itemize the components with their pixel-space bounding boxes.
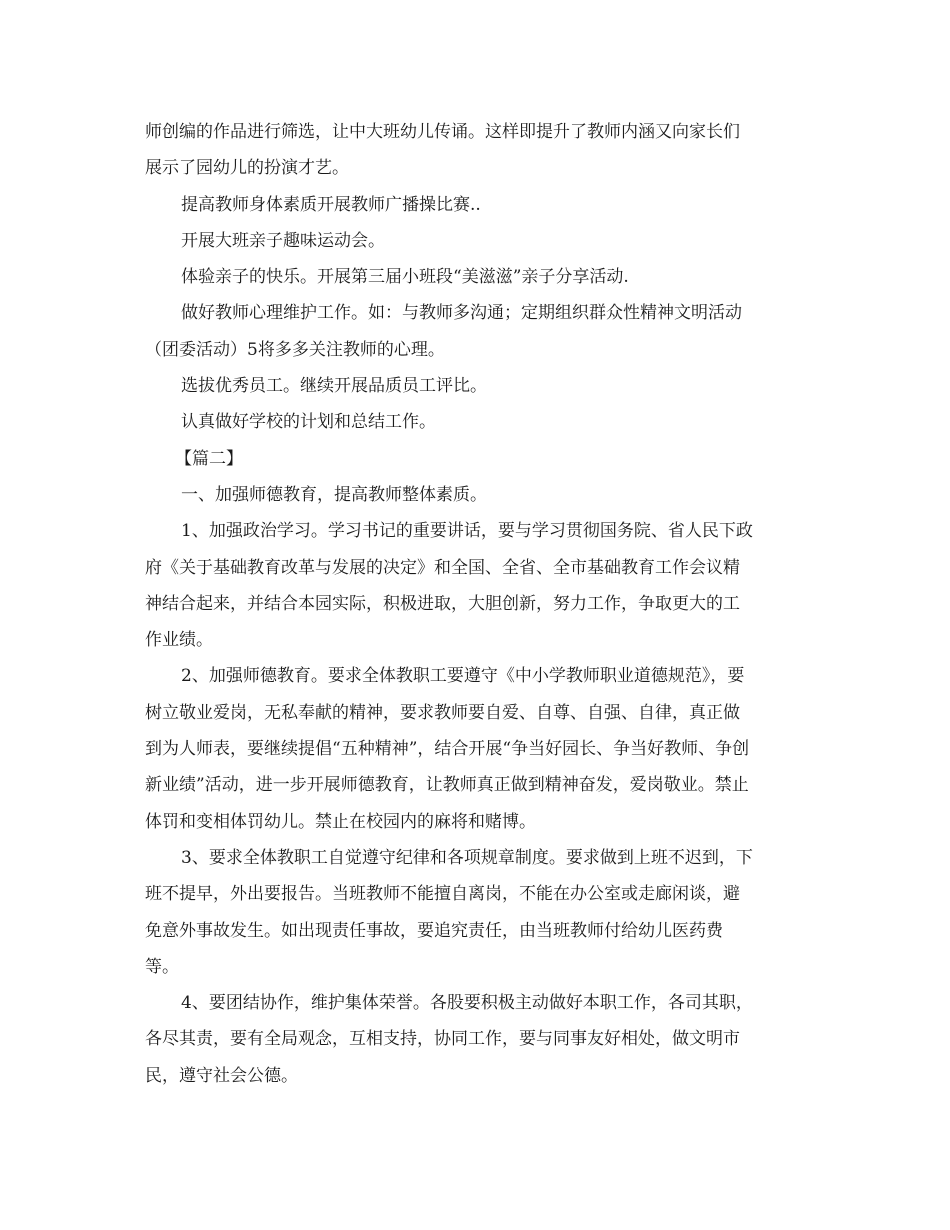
text-line: 体验亲子的快乐。开展第三届小班段“美滋滋”亲子分享活动. bbox=[181, 267, 629, 288]
section-subheading: 一、加强师德教育，提高教师整体素质。 bbox=[181, 484, 487, 505]
text-line: 神结合起来，并结合本园实际，积极进取，大胆创新，努力工作，争取更大的工 bbox=[145, 593, 740, 614]
text-line: 4、要团结协作，维护集体荣誉。各股要积极主动做好本职工作，各司其职， bbox=[181, 993, 753, 1014]
text-line: 班不提早，外出要报告。当班教师不能擅自离岗，不能在办公室或走廊闲谈，避 bbox=[145, 884, 740, 905]
text-line: 树立敬业爱岗，无私奉献的精神，要求教师要自爱、自尊、自强、自律，真正做 bbox=[145, 702, 740, 723]
text-line: 3、要求全体教职工自觉遵守纪律和各项规章制度。要求做到上班不迟到，下 bbox=[181, 847, 753, 868]
text-line: 开展大班亲子趣味运动会。 bbox=[181, 230, 385, 251]
text-line: 等。 bbox=[145, 956, 179, 977]
text-line: 认真做好学校的计划和总结工作。 bbox=[181, 412, 436, 433]
text-line: 民，遵守社会公德。 bbox=[145, 1065, 298, 1086]
text-line: 体罚和变相体罚幼儿。禁止在校园内的麻将和赌博。 bbox=[145, 811, 536, 832]
text-line: 到为人师表，要继续提倡“五种精神”，结合开展“争当好园长、争当好教师、争创 bbox=[145, 739, 750, 760]
text-line: 2、加强师德教育。要求全体教职工要遵守《中小学教师职业道德规范》，要 bbox=[181, 666, 745, 687]
document-body bbox=[145, 114, 810, 1094]
text-line: 做好教师心理维护工作。如：与教师多沟通；定期组织群众性精神文明活动 bbox=[181, 303, 742, 324]
text-line: （团委活动）5将多多关注教师的心理。 bbox=[145, 339, 445, 360]
text-line: 各尽其责，要有全局观念，互相支持，协同工作，要与同事友好相处，做文明市 bbox=[145, 1029, 740, 1050]
text-line: 新业绩”活动，进一步开展师德教育，让教师真正做到精神奋发，爱岗敬业。禁止 bbox=[145, 775, 749, 796]
text-line: 选拔优秀员工。继续开展品质员工评比。 bbox=[181, 376, 487, 397]
section-heading: 【篇二】 bbox=[175, 448, 243, 469]
text-line: 府《关于基础教育改革与发展的决定》和全国、全省、全市基础教育工作会议精 bbox=[145, 557, 740, 578]
text-line: 展示了园幼儿的扮演才艺。 bbox=[145, 158, 349, 179]
text-line: 作业绩。 bbox=[145, 630, 213, 651]
text-line: 免意外事故发生。如出现责任事故，要追究责任，由当班教师付给幼儿医药费 bbox=[145, 920, 723, 941]
text-line: 提高教师身体素质开展教师广播操比赛.. bbox=[181, 194, 481, 215]
text-line: 1、加强政治学习。学习书记的重要讲话，要与学习贯彻国务院、省人民下政 bbox=[181, 521, 753, 542]
text-line: 师创编的作品进行筛选，让中大班幼儿传诵。这样即提升了教师内涵又向家长们 bbox=[145, 122, 740, 142]
